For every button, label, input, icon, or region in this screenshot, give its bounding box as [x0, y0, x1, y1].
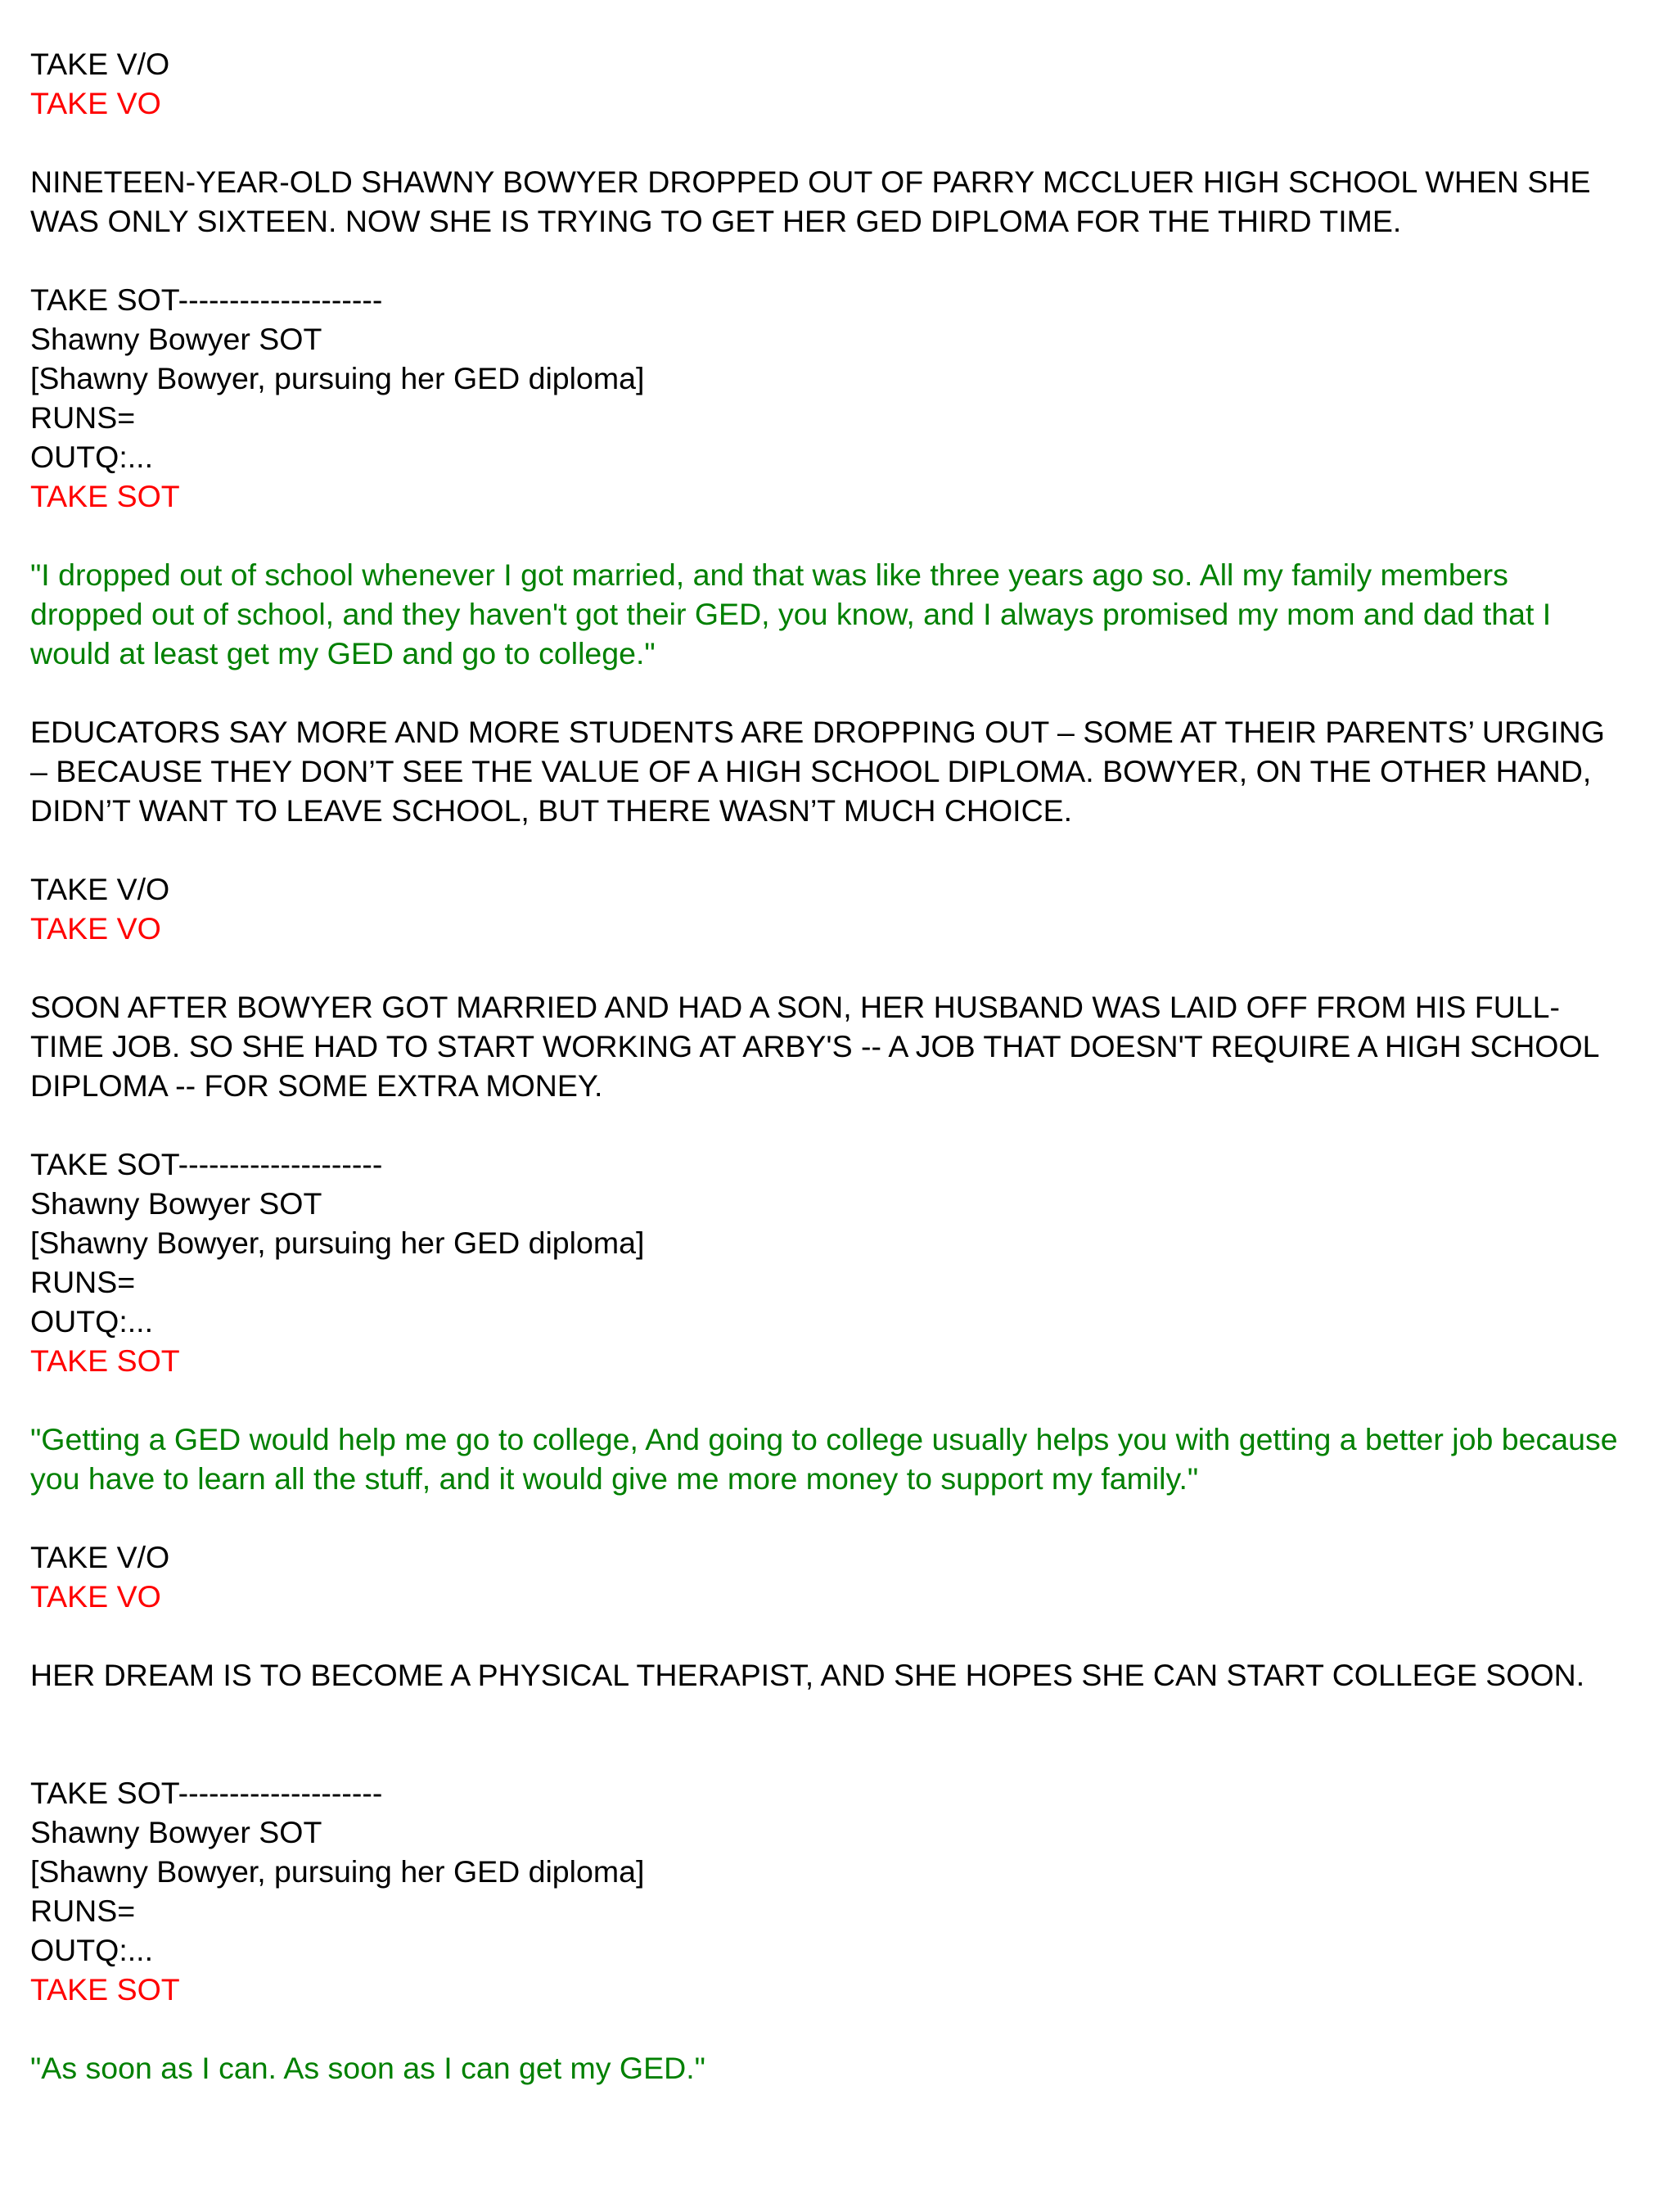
spacer: [30, 1695, 1626, 1773]
spacer: [30, 1105, 1626, 1144]
sot-super: [Shawny Bowyer, pursuing her GED diploma]: [30, 361, 645, 395]
sot-super: [Shawny Bowyer, pursuing her GED diploma]: [30, 1226, 645, 1260]
sot-super: [Shawny Bowyer, pursuing her GED diploma]: [30, 1854, 645, 1889]
sot-quote: "I dropped out of school whenever I got married, and that was like three years ago so. All my family members dropped out of school, and they haven't got their GED, you know, and I always promised my mom and dad that I would at least get my GED and go to college.": [30, 558, 1552, 670]
spacer: [30, 1616, 1626, 1655]
spacer: [30, 673, 1626, 712]
take-vo-label: TAKE V/O: [30, 872, 170, 906]
sot-header: TAKE SOT--------------------: [30, 282, 383, 317]
vo-paragraph: NINETEEN-YEAR-OLD SHAWNY BOWYER DROPPED OUT OF PARRY MCCLUER HIGH SCHOOL WHEN SHE WAS ONLY SIXTEEN. NOW SHE IS TRYING TO GET HER GED DIPLOMA FOR THE THIRD TIME.: [30, 165, 1591, 238]
take-sot-cue: TAKE SOT: [30, 479, 180, 513]
spacer: [30, 1380, 1626, 1420]
sot-outq: OUTQ:...: [30, 440, 153, 474]
sot-outq: OUTQ:...: [30, 1304, 153, 1338]
take-sot-cue: TAKE SOT: [30, 1972, 180, 2007]
sot-quote: "As soon as I can. As soon as I can get my GED.": [30, 2051, 705, 2085]
sot-outq: OUTQ:...: [30, 1933, 153, 1967]
spacer: [30, 948, 1626, 987]
take-vo-cue: TAKE VO: [30, 911, 161, 946]
spacer: [30, 516, 1626, 555]
sot-quote: "Getting a GED would help me go to college, And going to college usually helps you with getting a better job because you have to learn all the stuff, and it would give me more money to support my family.": [30, 1422, 1618, 1496]
sot-name: Shawny Bowyer SOT: [30, 1186, 322, 1221]
spacer: [30, 241, 1626, 280]
take-vo-cue: TAKE VO: [30, 1579, 161, 1614]
vo-paragraph: HER DREAM IS TO BECOME A PHYSICAL THERAPIST, AND SHE HOPES SHE CAN START COLLEGE SOON.: [30, 1658, 1585, 1692]
sot-name: Shawny Bowyer SOT: [30, 322, 322, 356]
sot-name: Shawny Bowyer SOT: [30, 1815, 322, 1849]
sot-runs: RUNS=: [30, 1894, 136, 1928]
sot-runs: RUNS=: [30, 400, 136, 435]
script-document: [30, 44, 1626, 2088]
spacer: [30, 123, 1626, 162]
vo-paragraph: EDUCATORS SAY MORE AND MORE STUDENTS ARE DROPPING OUT – SOME AT THEIR PARENTS’ URGING – BECAUSE THEY DON’T SEE THE VALUE OF A HIGH SCHOOL DIPLOMA. BOWYER, ON THE OTHER HAND, DIDN’T WANT TO LEAVE SCHOOL, BUT THERE WASN’T MUCH CHOICE.: [30, 715, 1605, 828]
take-vo-label: TAKE V/O: [30, 1540, 170, 1574]
sot-header: TAKE SOT--------------------: [30, 1147, 383, 1181]
vo-paragraph: SOON AFTER BOWYER GOT MARRIED AND HAD A SON, HER HUSBAND WAS LAID OFF FROM HIS FULL-TIME JOB. SO SHE HAD TO START WORKING AT ARBY'S -- A JOB THAT DOESN'T REQUIRE A HIGH SCHOOL DIPLOMA -- FOR SOME EXTRA MONEY.: [30, 990, 1599, 1103]
sot-header: TAKE SOT--------------------: [30, 1776, 383, 1810]
spacer: [30, 2009, 1626, 2048]
take-vo-label: TAKE V/O: [30, 47, 170, 81]
take-vo-cue: TAKE VO: [30, 86, 161, 120]
spacer: [30, 1498, 1626, 1537]
take-sot-cue: TAKE SOT: [30, 1343, 180, 1378]
spacer: [30, 830, 1626, 869]
sot-runs: RUNS=: [30, 1265, 136, 1299]
